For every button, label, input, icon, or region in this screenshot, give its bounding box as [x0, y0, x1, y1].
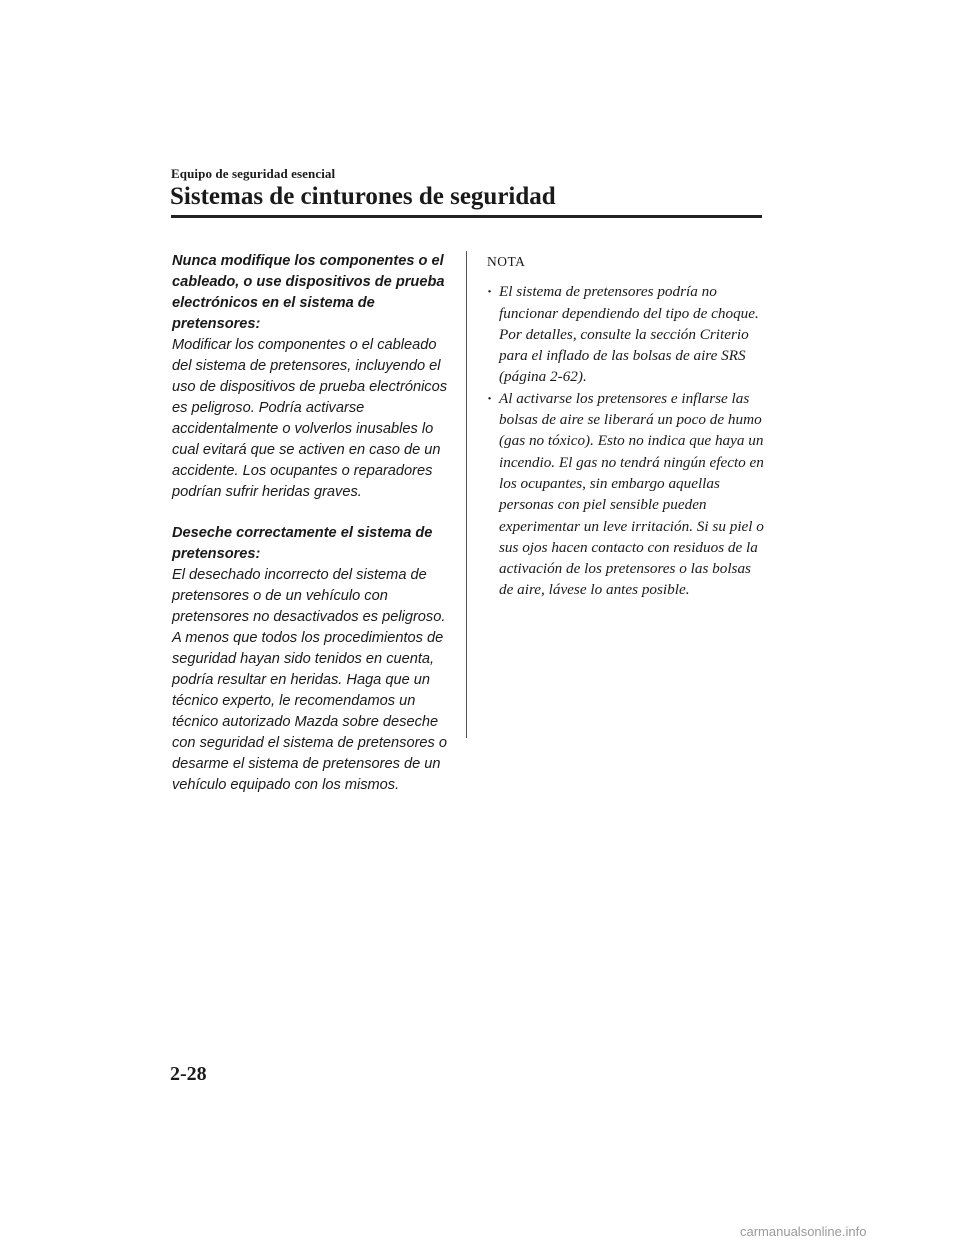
warning-text: El desechado incorrecto del sistema de pretensores o de un vehículo con pretensores no desactivados es peligroso. A menos que todos los procedimientos de seguridad hayan sido tenidos en cuenta, podría resultar en heridas. Haga que un técnico experto, le recomendamos un técnico autorizado Mazda sobre deseche con seguridad el sistema de pretensores o desarme el sistema de pretensores de un vehículo equipado con los mismos. — [172, 567, 448, 793]
page-title: Sistemas de cinturones de seguridad — [170, 183, 556, 210]
title-rule — [171, 215, 762, 218]
left-column — [172, 251, 457, 816]
right-column — [487, 251, 767, 601]
watermark: carmanualsonline.info — [740, 1224, 867, 1239]
warning-block — [172, 251, 457, 503]
warning-heading: Nunca modifique los componentes o el cableado, o use dispositivos de prueba electrónicos en el sistema de pretensores: — [172, 253, 445, 332]
note-item — [487, 388, 767, 601]
warning-block — [172, 523, 457, 796]
warning-heading: Deseche correctamente el sistema de pretensores: — [172, 525, 433, 562]
column-divider — [466, 251, 467, 738]
bullet-icon: · — [487, 283, 493, 301]
page-number: 2-28 — [170, 1063, 207, 1085]
note-heading: NOTA — [487, 254, 526, 269]
section-label: Equipo de seguridad esencial — [171, 166, 336, 181]
note-text: Al activarse los pretensores e inflarse las bolsas de aire se liberará un poco de humo (gas no tóxico). Esto no indica que haya un incendio. El gas no tendrá ningún efecto en los ocupantes, sin embargo aquellas personas con piel sensible pueden experimentar un leve irritación. Si su piel o sus ojos hacen contacto con residuos de la activación de los pretensores o las bolsas de aire, lávese lo antes posible. — [499, 389, 764, 599]
warning-text: Modificar los componentes o el cableado del sistema de pretensores, incluyendo el uso de dispositivos de prueba electrónicos es peligroso. Podría activarse accidentalmente o volverlos inusables lo cual evitará que se activen en caso de un accidente. Los ocupantes o reparadores podrían sufrir heridas graves. — [172, 337, 448, 500]
note-text: El sistema de pretensores podría no funcionar dependiendo del tipo de choque. Por detalles, consulte la sección Criterio para el inflado de las bolsas de aire SRS (página 2-62). — [499, 283, 759, 386]
bullet-icon: · — [487, 389, 493, 407]
note-list — [487, 281, 767, 600]
note-item — [487, 281, 767, 387]
